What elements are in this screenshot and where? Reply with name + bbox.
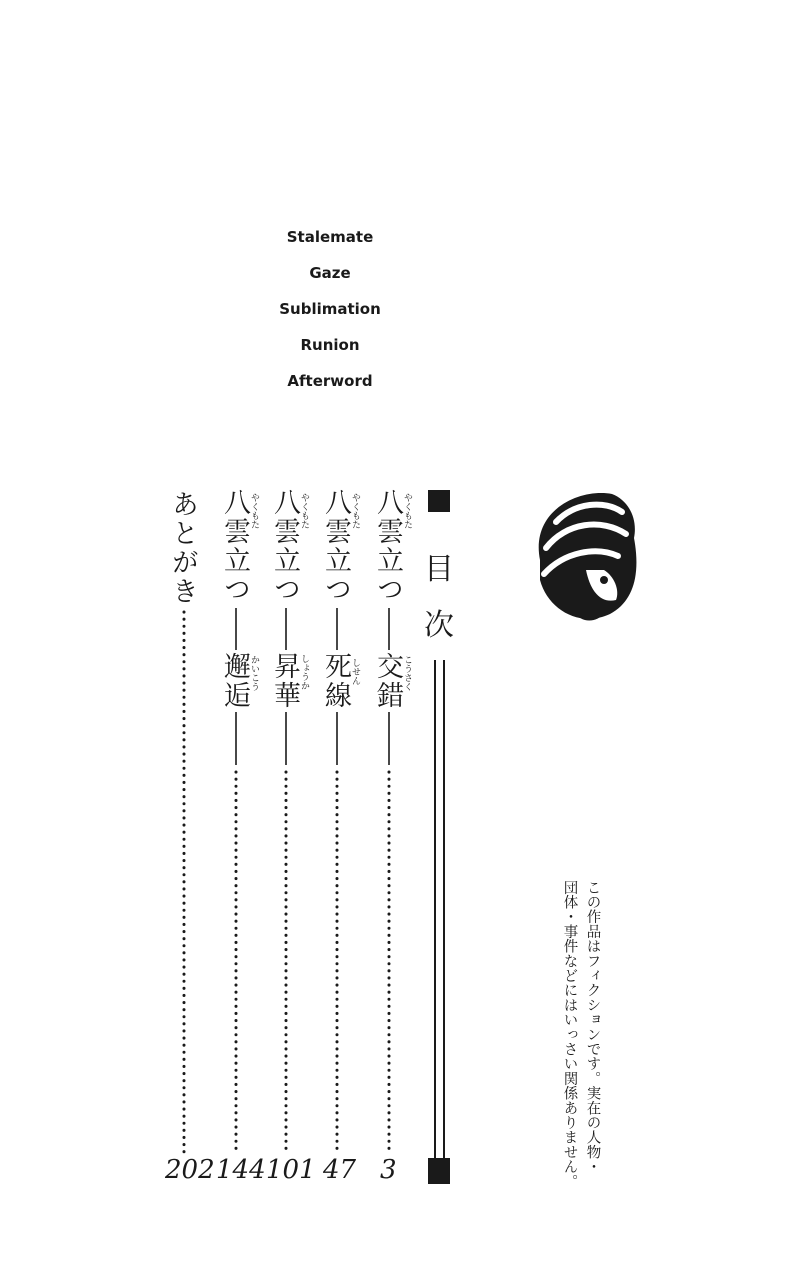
chapter-title: 邂逅 bbox=[219, 652, 250, 710]
chapter-series-title: 八雲立つ bbox=[372, 488, 403, 604]
english-toc-item: Stalemate bbox=[286, 228, 374, 246]
page-number: 202 bbox=[165, 1155, 215, 1185]
toc-heading-char: 目 bbox=[424, 552, 454, 587]
chapter-series-title: 八雲立つ bbox=[320, 488, 351, 604]
fiction-notice-line: この作品はフィクションです。実在の人物・ bbox=[584, 880, 601, 1174]
chapter-title-ruby: こうさく bbox=[402, 655, 412, 691]
chapter-title-ruby: かいこう bbox=[249, 655, 259, 691]
chapter-title-ruby: しょうか bbox=[299, 654, 309, 690]
frame-top-block bbox=[428, 490, 450, 512]
frame-bottom-block bbox=[428, 1158, 450, 1184]
english-toc-item: Runion bbox=[300, 336, 360, 354]
chapter-title-ruby: しせん bbox=[350, 658, 360, 685]
page-number: 101 bbox=[266, 1155, 316, 1185]
english-toc-item: Sublimation bbox=[279, 300, 381, 318]
chapter-title: 昇華 bbox=[269, 652, 300, 710]
page-number: 144 bbox=[216, 1155, 266, 1185]
page-number: 3 bbox=[380, 1155, 397, 1185]
fiction-notice-line: 団体・事件などにはいっさい関係ありません。 bbox=[561, 880, 578, 1189]
english-toc-item: Afterword bbox=[287, 372, 373, 390]
chapter-series-title: 八雲立つ bbox=[219, 488, 250, 604]
series-ruby: やくもた bbox=[249, 493, 259, 529]
toc-heading-char: 次 bbox=[424, 608, 454, 643]
chapter-title: 交錯 bbox=[372, 652, 403, 710]
chapter-title: 死線 bbox=[320, 652, 351, 710]
decorative-emblem-icon bbox=[539, 493, 637, 619]
series-ruby: やくもた bbox=[299, 493, 309, 529]
series-ruby: やくもた bbox=[402, 493, 412, 529]
english-toc-item: Gaze bbox=[309, 264, 351, 282]
page-number: 47 bbox=[323, 1155, 357, 1185]
afterword-title: あとがき bbox=[167, 490, 198, 606]
series-ruby: やくもた bbox=[350, 493, 360, 529]
chapter-series-title: 八雲立つ bbox=[269, 488, 300, 604]
